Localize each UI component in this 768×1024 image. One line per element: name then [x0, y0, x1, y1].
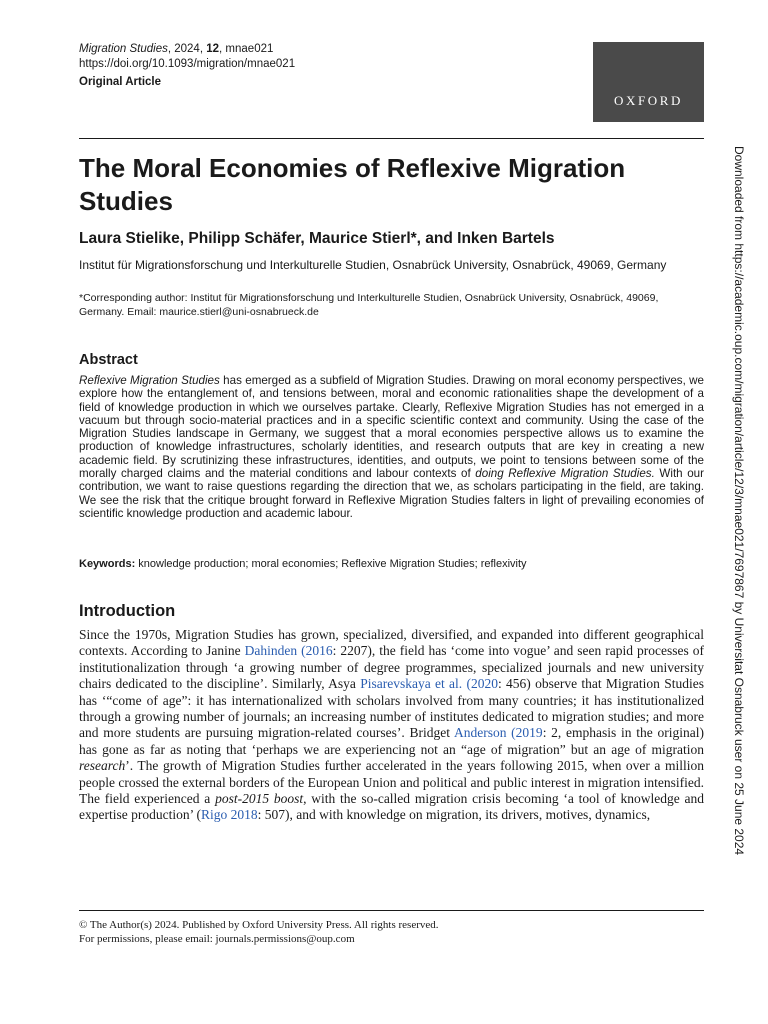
download-watermark: Downloaded from https://academic.oup.com/migration/article/12/3/mnae021/7697867 by Universitat Osnabruck user on 25 June 2024 [732, 146, 746, 856]
journal-year: , 2024, [167, 43, 207, 55]
intro-text-1: Since the 1970s, Migration Studies has grown, specialized, diversified, and expanded into different geographical contexts. According to Janine [79, 627, 704, 659]
intro-text-4: : 2, emphasis in the original) has gone as far as noting that ‘perhaps we are experiencing not an “age of migration” but an age of migration [79, 725, 704, 757]
article-id: , mnae021 [219, 43, 274, 55]
abstract-italic-phrase: doing Reflexive Migration Studies. [475, 467, 655, 481]
citation-link-dahinden[interactable]: Dahinden (2016 [244, 643, 333, 659]
permissions-notice: For permissions, please email: journals.permissions@oup.com [79, 933, 355, 945]
abstract-text-part-1: has emerged as a subfield of Migration Studies. Drawing on moral economy perspectives, we explore how the entanglement of, and tensions between, moral and economic rationalities shape the development of a field of knowledge production in which we ourselves partake. Clearly, Reflexive Migration Studies has not emerged in a vacuum but through socio-material practices and in a specific scientific context and community. Using the case of the Migration Studies landscape in Germany, we suggest that a moral economies perspective allows us to examine the production of knowledge infrastructures, scholarly identities, and research outputs that are key in creating a new academic field. By scrutinizing these infrastructures, identities, and outputs, we point to tensions between some of the morally charged claims and the material conditions and labour contexts of [79, 374, 704, 481]
abstract-heading: Abstract [79, 352, 138, 368]
citation-link-pisarevskaya[interactable]: Pisarevskaya et al. (2020 [360, 676, 498, 692]
intro-italic-research: research [79, 758, 126, 774]
keywords [79, 557, 704, 571]
introduction-heading: Introduction [79, 602, 176, 620]
footer-divider [79, 910, 704, 911]
corresponding-author: *Corresponding author: Institut für Migrationsforschung und Interkulturelle Studien, Osnabrück University, Osnabrück, 49069, Germany. Email: maurice.stierl@uni-osnabrueck.de [79, 292, 659, 318]
abstract-text-part-2: With our contribution, we want to raise questions regarding the direction that we, as scholars participating in the field, are taking. We see the risk that the critique brought forward in Reflexive Migration Studies falters in light of prevailing economies of scientific knowledge production and academic labour. [79, 467, 704, 520]
abstract-text [79, 374, 704, 520]
intro-text-2: : 2207), the field has ‘come into vogue’ and seen rapid processes of institutionalization through ‘a growing number of degree programmes, specialized journals and new university chairs dedicated to the discipline’. Similarly, Asya [79, 643, 704, 692]
keywords-label: Keywords: [79, 558, 136, 570]
citation-link-rigo[interactable]: Rigo 2018 [200, 807, 258, 823]
journal-name: Migration Studies [79, 43, 168, 55]
intro-text-7: : 507), and with knowledge on migration, its drivers, motives, dynamics, [257, 807, 651, 823]
journal-meta [79, 42, 295, 90]
journal-volume: 12 [206, 43, 220, 55]
article-title: The Moral Economies of Reflexive Migration Studies [79, 153, 626, 216]
keywords-text: knowledge production; moral economies; Reflexive Migration Studies; reflexivity [135, 558, 527, 570]
abstract-lead-italic: Reflexive Migration Studies [79, 374, 220, 387]
article-type: Original Article [79, 76, 162, 88]
intro-text-6: , with the so-called migration crisis becoming ‘a tool of knowledge and expertise production’ ( [79, 791, 704, 823]
citation-link-anderson[interactable]: Anderson (2019 [453, 725, 543, 741]
affiliation: Institut für Migrationsforschung und Interkulturelle Studien, Osnabrück University, Osnabrück, 49069, Germany [79, 258, 667, 272]
copyright-notice: © The Author(s) 2024. Published by Oxford University Press. All rights reserved. [79, 919, 439, 931]
page-footer [79, 918, 704, 946]
doi-link[interactable]: https://doi.org/10.1093/migration/mnae021 [79, 58, 296, 70]
introduction-paragraph [79, 627, 704, 824]
intro-italic-boost: post-2015 boost [215, 791, 304, 807]
intro-text-3: : 456) observe that Migration Studies has ‘“come of age”: it has internationalized with scholars involved from many countries; it has institutionalized through a growing number of journals; an increasing number of institutes dedicated to migration studies; and more and more students are pursuing migration-related courses’. Bridget [79, 676, 704, 741]
oxford-logo-text: OXFORD [613, 93, 684, 108]
oxford-logo [593, 42, 704, 122]
author-list: Laura Stielike, Philipp Schäfer, Maurice Stierl*, and Inken Bartels [79, 230, 555, 247]
intro-text-5: ’. The growth of Migration Studies further accelerated in the years following 2015, when over a million people crossed the external borders of the European Union and political and public interest in migration intensified. The field experienced a [79, 758, 704, 807]
header-divider [79, 138, 704, 139]
